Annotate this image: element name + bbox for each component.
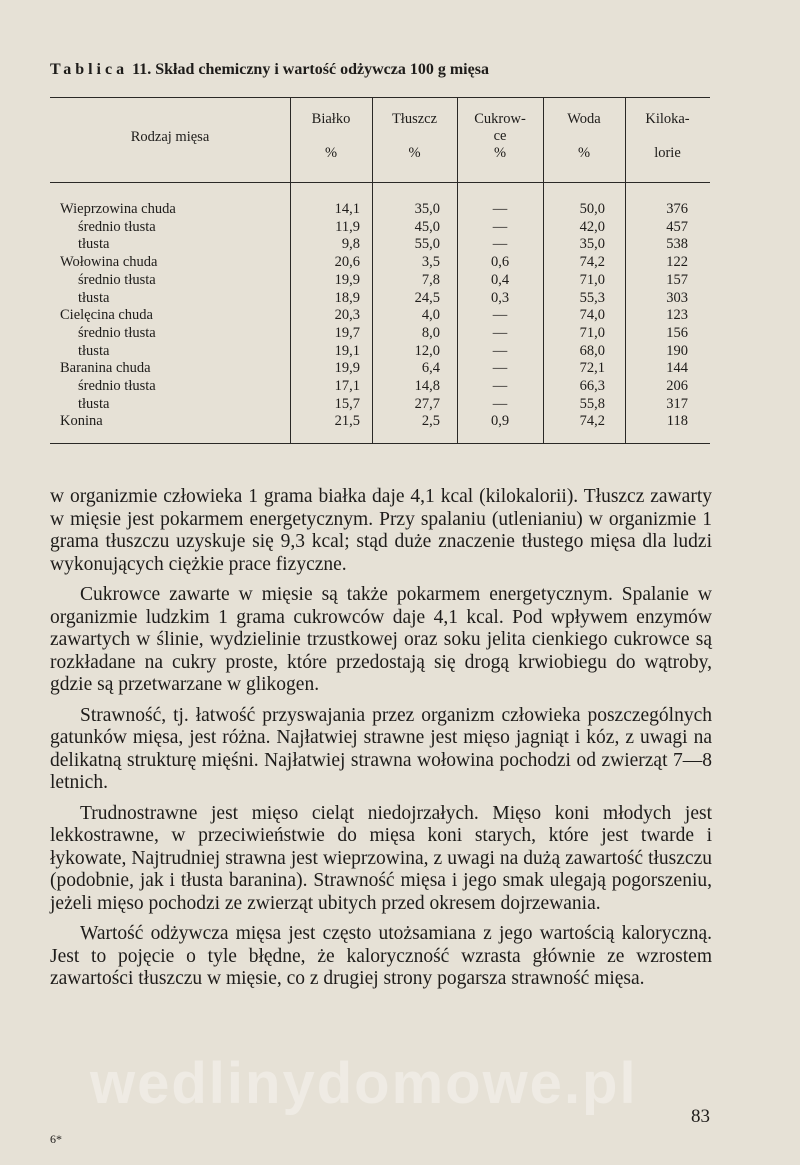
sugar-cell: —	[492, 236, 508, 253]
water-cell: 66,3	[579, 378, 605, 394]
table-row	[50, 343, 710, 361]
water-cell: 55,3	[579, 289, 605, 306]
meat-type-cell: tłusta	[78, 395, 110, 412]
paragraph: Strawność, tj. łatwość przyswajania przez organizm człowieka poszczególnych gatunków mięsa, jest różna. Najłatwiej strawne jest mięso jagniąt i kóz, z uwagi na delikatną strukturę mięśni. Najłatwiej strawna wołowina pochodzi od zwierząt 7—8 letnich.	[50, 704, 712, 793]
kcal-cell: 206	[666, 378, 688, 394]
table-row	[50, 272, 710, 290]
header-water: Woda %	[567, 111, 601, 161]
nutrition-table	[50, 97, 710, 444]
fat-cell: 35,0	[414, 201, 440, 217]
protein-cell: 19,9	[334, 271, 360, 288]
meat-type-cell: Wołowina chuda	[60, 254, 158, 271]
table-caption	[50, 61, 740, 79]
meat-type-cell: średnio tłusta	[78, 271, 156, 288]
water-cell: 42,0	[579, 218, 605, 235]
header-divider	[50, 182, 710, 183]
paragraph: Trudnostrawne jest mięso cieląt niedojrzałych. Mięso koni młodych jest lekkostrawne, w przeciwieństwie do mięsa koni starych, które jest twarde i łykowate, Najtrudniej strawna jest wieprzowina, z uwagi na dużą zawartość tłuszczu (podobnie, jak i tłusta baranina). Strawność mięsa i jego smak ulegają pogorszeniu, jeżeli mięso pochodzi ze zwierząt ubitych przed okresem dojrzewania.	[50, 802, 712, 914]
table-row	[50, 219, 710, 237]
water-cell: 68,0	[579, 342, 605, 359]
sugar-cell: 0,4	[490, 271, 510, 288]
table-row	[50, 290, 710, 308]
signature-mark: 6*	[50, 1132, 62, 1146]
protein-cell: 19,9	[334, 360, 360, 377]
kcal-cell: 123	[666, 307, 688, 324]
kcal-cell: 190	[666, 342, 688, 359]
water-cell: 71,0	[579, 324, 605, 341]
table-row	[50, 378, 710, 396]
meat-type-cell: średnio tłusta	[78, 218, 156, 235]
sugar-cell: —	[492, 324, 508, 341]
protein-cell: 19,7	[334, 324, 360, 341]
protein-cell: 21,5	[334, 413, 360, 430]
protein-cell: 18,9	[334, 289, 360, 306]
water-cell: 35,0	[579, 236, 605, 253]
meat-type-cell: tłusta	[78, 289, 110, 306]
sugar-cell: —	[492, 378, 508, 394]
page-number: 83	[691, 1106, 710, 1127]
protein-cell: 19,1	[334, 342, 360, 359]
table-row	[50, 307, 710, 325]
protein-cell: 17,1	[334, 378, 360, 394]
fat-cell: 6,4	[421, 360, 440, 377]
header-meat-type: Rodzaj mięsa	[130, 129, 210, 145]
header-fat: Tłuszcz %	[391, 111, 438, 161]
protein-cell: 11,9	[335, 218, 360, 235]
protein-cell: 20,6	[334, 254, 360, 271]
header-sugar: Cukrow- ce %	[474, 111, 526, 161]
watermark: wedlinydomowe.pl	[90, 1051, 638, 1116]
fat-cell: 24,5	[414, 289, 440, 306]
fat-cell: 27,7	[414, 395, 440, 412]
protein-cell: 9,8	[341, 236, 360, 253]
caption-prefix: Tablica	[50, 61, 129, 78]
sugar-cell: —	[492, 201, 508, 217]
protein-cell: 15,7	[334, 395, 360, 412]
kcal-cell: 376	[666, 201, 688, 217]
table-row	[50, 236, 710, 254]
water-cell: 71,0	[579, 271, 605, 288]
sugar-cell: —	[492, 342, 508, 359]
meat-type-cell: Cielęcina chuda	[60, 307, 153, 324]
kcal-cell: 122	[666, 254, 688, 271]
kcal-cell: 156	[666, 324, 688, 341]
kcal-cell: 303	[666, 289, 688, 306]
caption-title: 11. Skład chemiczny i wartość odżywcza 100 g mięsa	[128, 61, 489, 78]
fat-cell: 4,0	[421, 307, 440, 324]
table-row	[50, 413, 710, 431]
meat-type-cell: tłusta	[78, 342, 110, 359]
fat-cell: 45,0	[414, 218, 440, 235]
sugar-cell: —	[492, 307, 508, 324]
kcal-cell: 317	[666, 395, 688, 412]
kcal-cell: 538	[666, 236, 688, 253]
meat-type-cell: tłusta	[78, 236, 110, 253]
water-cell: 55,8	[579, 395, 605, 412]
table-row	[50, 325, 710, 343]
water-cell: 74,2	[579, 254, 605, 271]
sugar-cell: 0,3	[490, 289, 510, 306]
header-protein: Białko %	[311, 111, 351, 161]
water-cell: 74,2	[579, 413, 605, 430]
fat-cell: 14,8	[414, 378, 440, 394]
meat-type-cell: Baranina chuda	[60, 360, 151, 377]
fat-cell: 8,0	[421, 324, 440, 341]
kcal-cell: 157	[666, 271, 688, 288]
table-row	[50, 396, 710, 414]
fat-cell: 2,5	[421, 413, 440, 430]
protein-cell: 20,3	[334, 307, 360, 324]
kcal-cell: 144	[666, 360, 688, 377]
protein-cell: 14,1	[334, 201, 360, 217]
paragraph: Cukrowce zawarte w mięsie są także pokarmem energetycznym. Spalanie w organizmie ludzkim 1 grama cukrowców daje 4,1 kcal. Pod wpływem enzymów zawartych w ślinie, wydzielinie trzustkowej oraz soku jelita cienkiego cukrowce są rozkładane na cukry proste, które przedostają się drogą krwiobiegu do wątroby, gdzie są przetwarzane w glikogen.	[50, 584, 712, 695]
fat-cell: 12,0	[414, 342, 440, 359]
fat-cell: 55,0	[414, 236, 440, 253]
paragraph: Wartość odżywcza mięsa jest często utożsamiana z jego wartością kaloryczną. Jest to pojęcie o tyle błędne, że kaloryczność wzrasta głównie ze wzrostem zawartości tłuszczu w mięsie, co z drugiej strony pogarsza strawność mięsa.	[50, 923, 712, 989]
kcal-cell: 118	[666, 413, 688, 430]
meat-type-cell: średnio tłusta	[78, 378, 156, 394]
meat-type-cell: średnio tłusta	[78, 324, 156, 341]
sugar-cell: 0,9	[490, 413, 510, 430]
sugar-cell: —	[492, 360, 508, 377]
meat-type-cell: Konina	[60, 413, 103, 430]
water-cell: 50,0	[579, 201, 605, 217]
meat-type-cell: Wieprzowina chuda	[60, 201, 176, 217]
fat-cell: 7,8	[421, 271, 440, 288]
sugar-cell: —	[492, 395, 508, 412]
table-row	[50, 254, 710, 272]
sugar-cell: 0,6	[490, 254, 510, 271]
water-cell: 74,0	[579, 307, 605, 324]
table-row	[50, 360, 710, 378]
table-row	[50, 201, 710, 219]
body-text	[50, 486, 712, 999]
water-cell: 72,1	[579, 360, 605, 377]
paragraph: w organizmie człowieka 1 grama białka daje 4,1 kcal (kilokalorii). Tłuszcz zawarty w mięsie jest pokarmem energetycznym. Przy spalaniu (utlenianiu) w organizmie 1 grama tłuszczu uzyskuje się 9,3 kcal; stąd duże znaczenie tłustego mięsa dla ludzi wykonujących ciężkie prace fizyczne.	[50, 486, 712, 575]
header-kcal: Kiloka- lorie	[645, 111, 690, 161]
kcal-cell: 457	[666, 218, 688, 235]
fat-cell: 3,5	[421, 254, 440, 271]
sugar-cell: —	[492, 218, 508, 235]
